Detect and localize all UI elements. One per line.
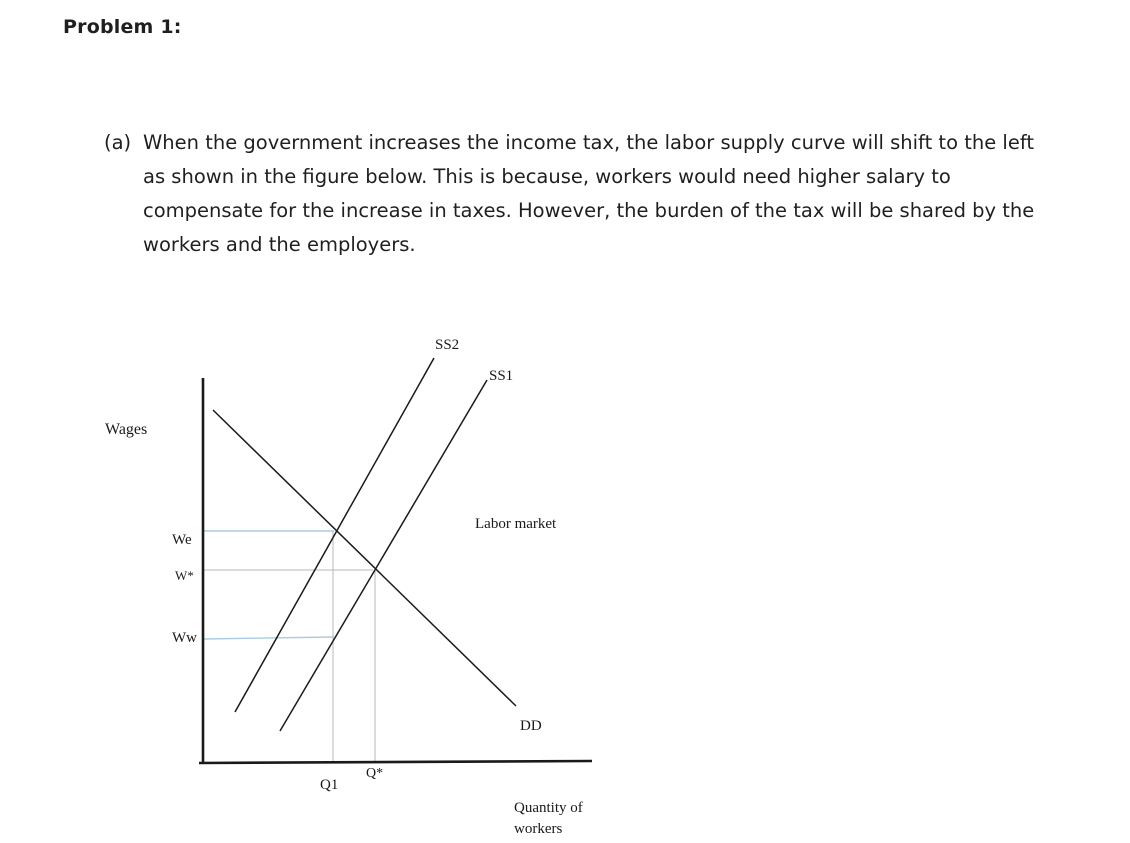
qstar-label: Q* bbox=[366, 766, 384, 781]
paragraph-line: When the government increases the income tax, the labor supply curve will shift to the left bbox=[143, 131, 1034, 154]
paragraph-line: as shown in the figure below. This is because, workers would need higher salary to bbox=[143, 165, 951, 188]
problem-heading: Problem 1: bbox=[63, 16, 182, 38]
q1-label: Q1 bbox=[320, 777, 339, 793]
ss1-label: SS1 bbox=[489, 368, 514, 384]
ww-guide-line bbox=[204, 637, 334, 639]
market-label: Labor market bbox=[475, 516, 557, 532]
x-axis-label-line1: Quantity of bbox=[514, 800, 583, 816]
we-label: We bbox=[172, 532, 192, 548]
paragraph-line: workers and the employers. bbox=[143, 233, 416, 256]
demand-curve bbox=[213, 410, 516, 706]
y-axis-label: Wages bbox=[105, 421, 148, 438]
x-axis bbox=[199, 761, 592, 763]
x-axis-label-line2: workers bbox=[514, 821, 563, 837]
list-marker: (a) bbox=[104, 131, 132, 154]
ww-label: Ww bbox=[172, 630, 197, 646]
supply-curve-ss2 bbox=[235, 358, 434, 712]
supply-curve-ss1 bbox=[280, 380, 487, 731]
paragraph-line: compensate for the increase in taxes. However, the burden of the tax will be shared by the bbox=[143, 199, 1035, 222]
ss2-label: SS2 bbox=[435, 337, 460, 353]
wstar-label: W* bbox=[175, 568, 194, 583]
dd-label: DD bbox=[520, 718, 542, 734]
